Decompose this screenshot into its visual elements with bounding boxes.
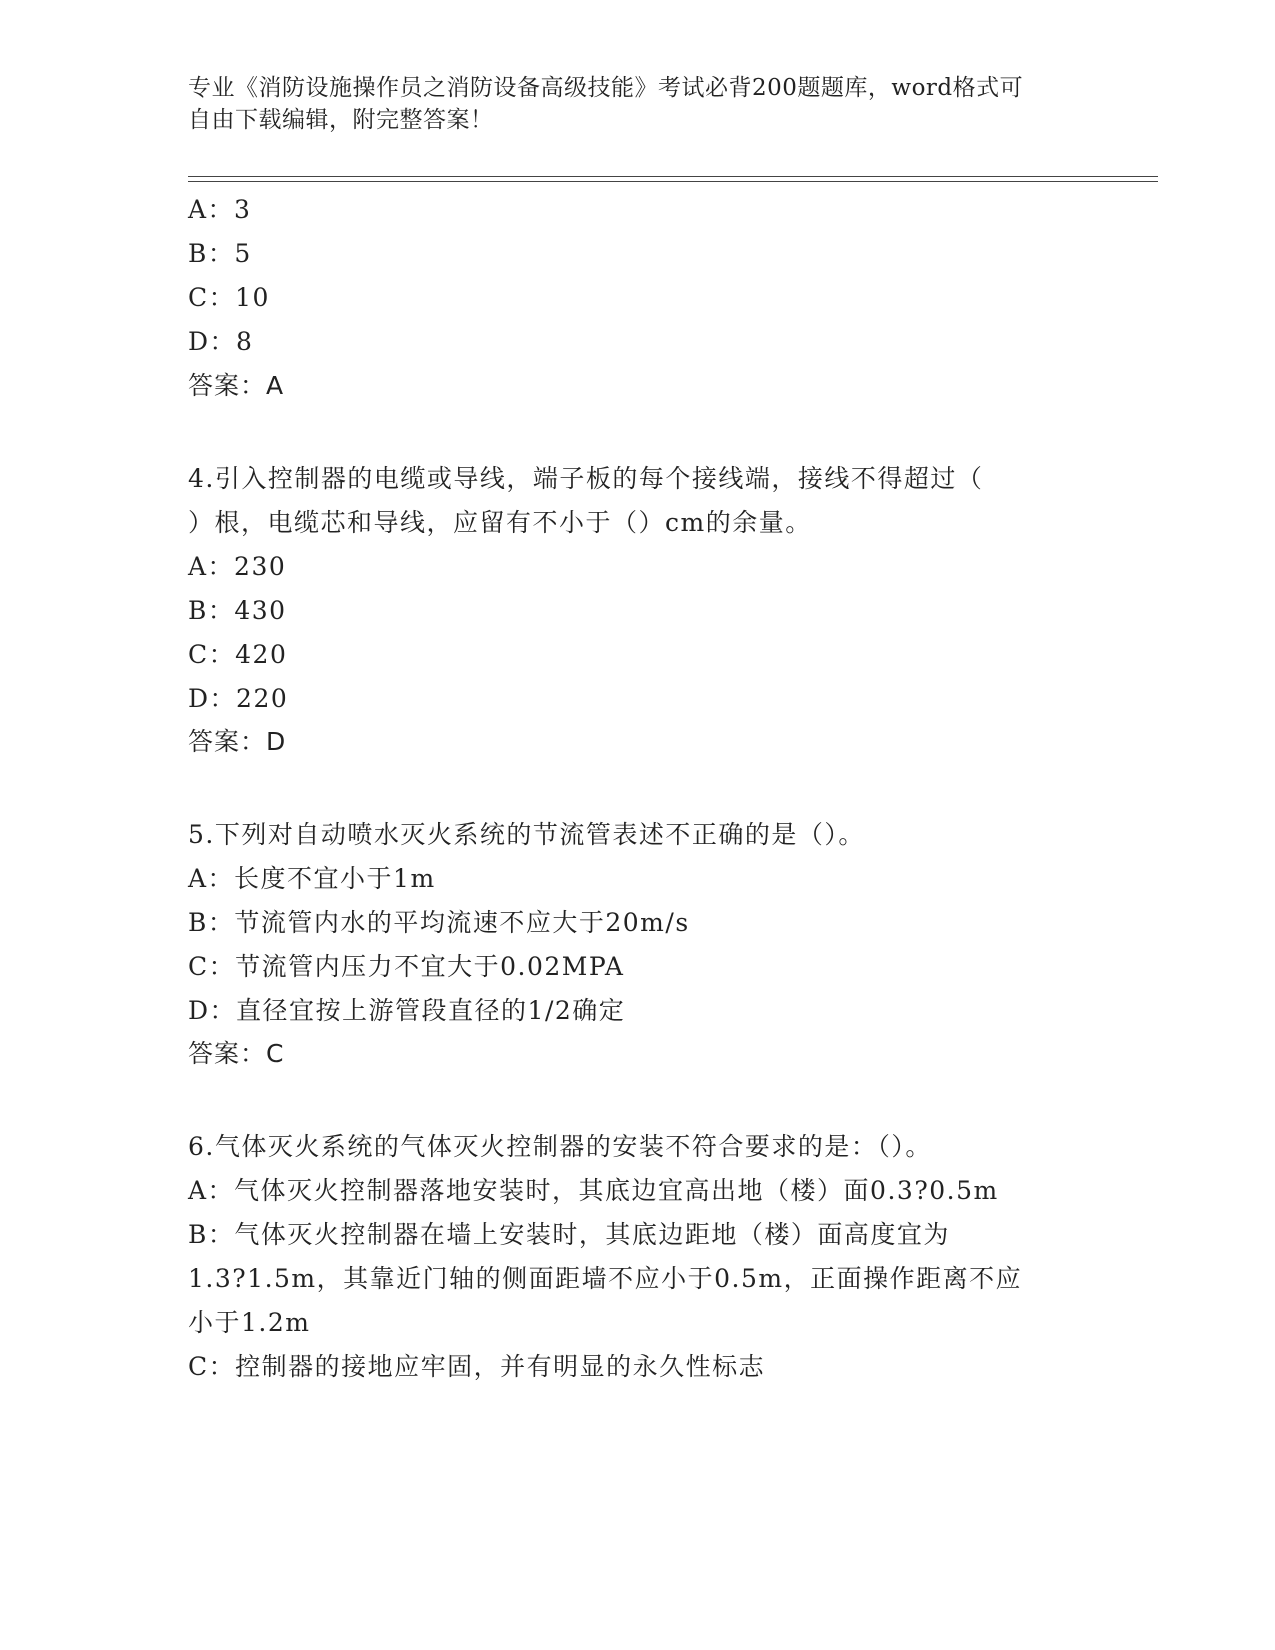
q6-option-b-line-2: 1.3?1.5m，其靠近门轴的侧面距墙不应小于0.5m，正面操作距离不应: [188, 1264, 1023, 1293]
q3-option-b: B：5: [188, 239, 252, 268]
q4-option-b: B：430: [188, 596, 287, 625]
q5-stem: 5.下列对自动喷水灭火系统的节流管表述不正确的是（）。: [188, 820, 865, 849]
q6-option-b-line-3: 小于1.2m: [188, 1308, 311, 1337]
header-title-line-1: 专业《消防设施操作员之消防设备高级技能》考试必背200题题库，word格式可: [188, 75, 1024, 101]
q5-answer: 答案：C: [188, 1039, 285, 1068]
page-header: [188, 72, 1088, 136]
q6-option-c: C：控制器的接地应牢固，并有明显的永久性标志: [188, 1352, 766, 1381]
q5-option-d: D：直径宜按上游管段直径的1/2确定: [188, 996, 626, 1025]
q5-option-b: B：节流管内水的平均流速不应大于20m/s: [188, 908, 690, 937]
header-title-line-2: 自由下载编辑，附完整答案！: [188, 107, 494, 133]
q4-option-c: C：420: [188, 640, 288, 669]
q6-stem: 6.气体灭火系统的气体灭火控制器的安装不符合要求的是：（）。: [188, 1132, 932, 1161]
q6-option-a: A：气体灭火控制器落地安装时，其底边宜高出地（楼）面0.3?0.5m: [188, 1176, 999, 1205]
q4-option-d: D：220: [188, 684, 289, 713]
q3-option-c: C：10: [188, 283, 270, 312]
q6-option-b-line-1: B：气体灭火控制器在墙上安装时，其底边距地（楼）面高度宜为: [188, 1220, 950, 1249]
q4-option-a: A：230: [188, 552, 287, 581]
q4-stem-line-1: 4.引入控制器的电缆或导线，端子板的每个接线端，接线不得超过（: [188, 464, 984, 493]
header-divider: [188, 176, 1158, 182]
q3-answer: 答案：A: [188, 371, 285, 400]
q4-answer: 答案：D: [188, 727, 287, 756]
q4-stem-line-2: ）根，电缆芯和导线，应留有不小于（）cm的余量。: [188, 508, 812, 537]
q3-option-d: D：8: [188, 327, 254, 356]
q3-option-a: A：3: [188, 195, 252, 224]
q5-option-a: A：长度不宜小于1m: [188, 864, 436, 893]
q5-option-c: C：节流管内压力不宜大于0.02MPA: [188, 952, 625, 981]
